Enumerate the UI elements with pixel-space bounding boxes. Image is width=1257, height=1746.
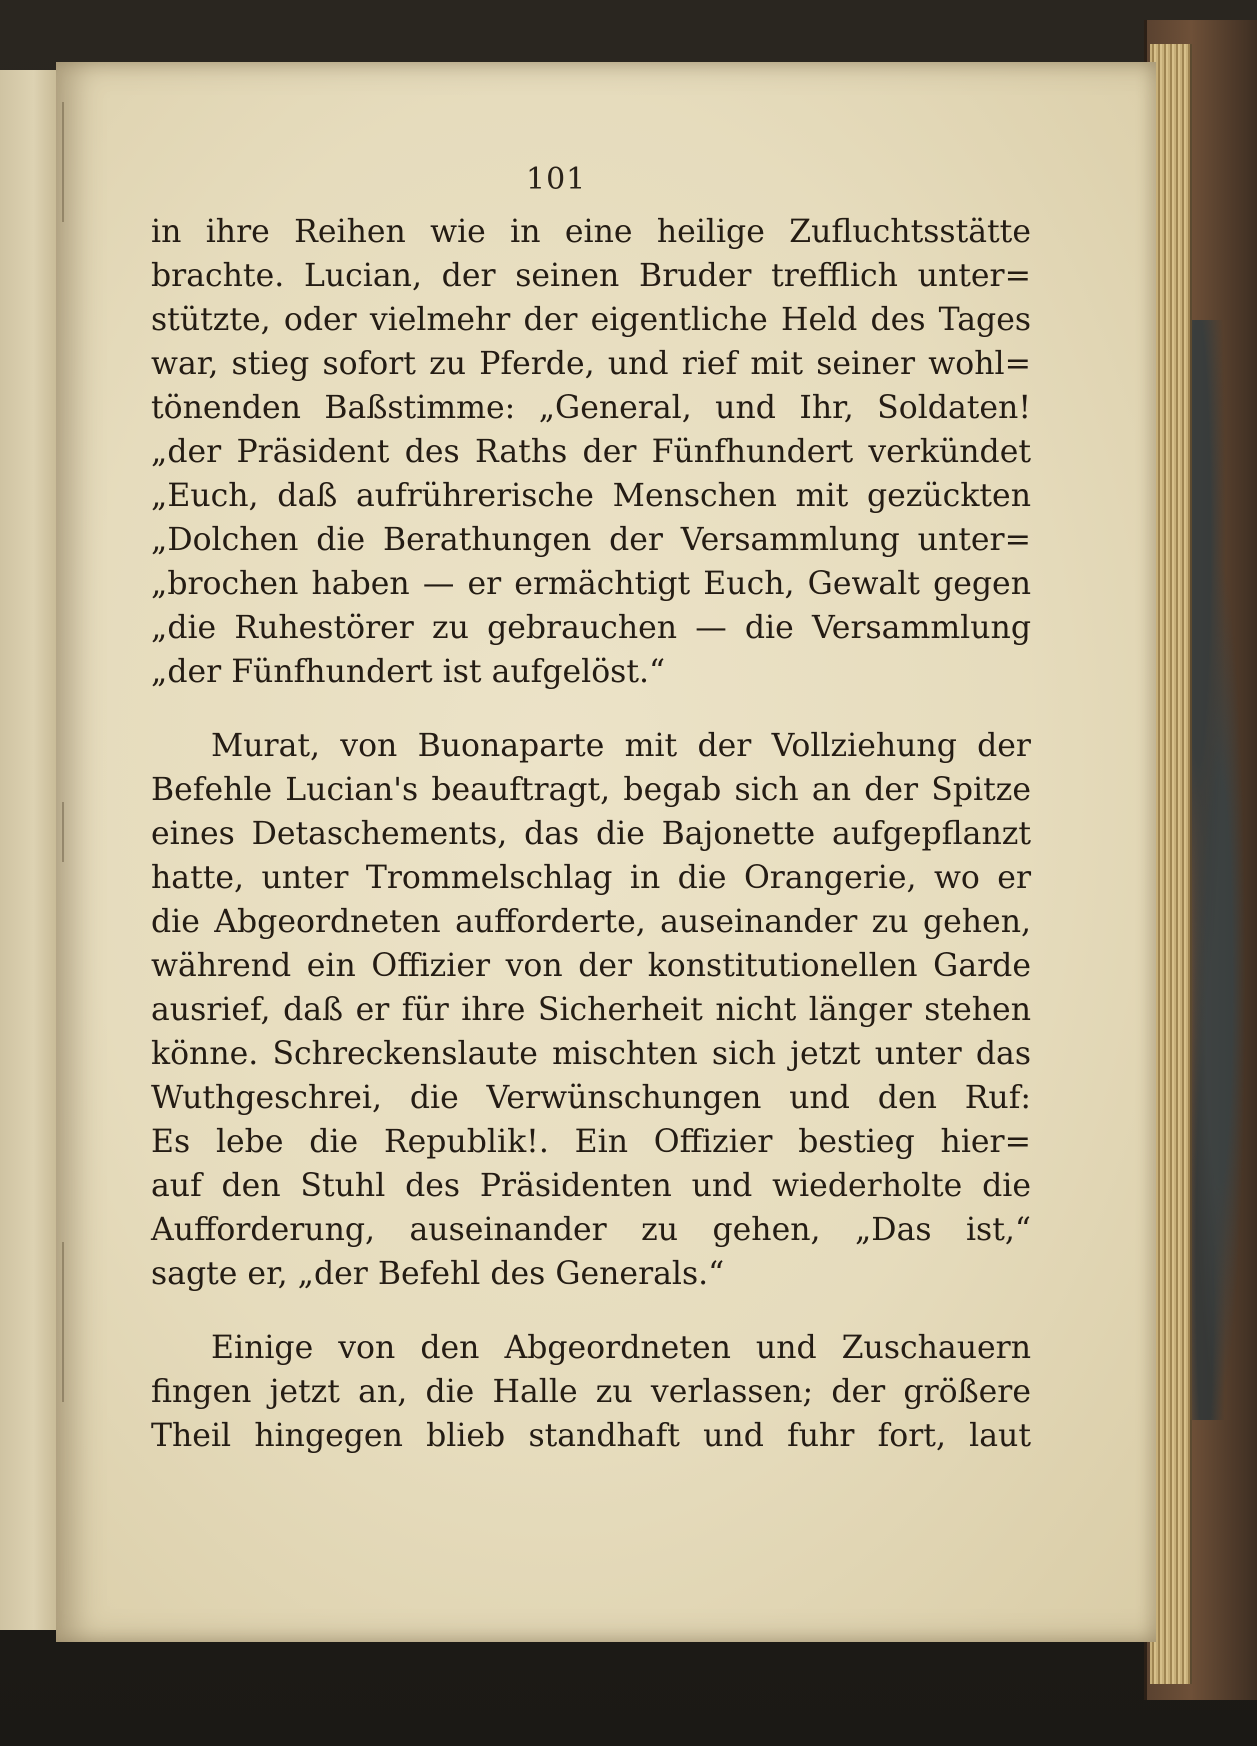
book-page [56, 62, 1156, 1642]
text-line: war, stieg sofort zu Pferde, und rief mit seiner wohl= [151, 346, 1031, 382]
gutter-mark [62, 802, 64, 862]
text-line: stützte, oder vielmehr der eigentliche Held des Tages [151, 302, 1031, 338]
text-line: eines Detaschements, das die Bajonette aufgepflanzt [151, 816, 1031, 852]
gutter-mark [62, 102, 64, 222]
page-number: 101 [526, 162, 587, 197]
text-line: Einige von den Abgeordneten und Zuschauern [211, 1330, 1031, 1366]
text-line: „brochen haben — er ermächtigt Euch, Gewalt gegen [151, 566, 1031, 602]
paragraph [151, 1326, 1031, 1458]
text-line: „die Ruhestörer zu gebrauchen — die Versammlung [151, 610, 1031, 646]
text-line: während ein Offizier von der konstitutionellen Garde [151, 948, 1031, 984]
text-line: ausrief, daß er für ihre Sicherheit nicht länger stehen [151, 992, 1031, 1028]
text-line: Wuthgeschrei, die Verwünschungen und den Ruf: [151, 1080, 1031, 1116]
text-line: Murat, von Buonaparte mit der Vollziehung der [211, 728, 1031, 764]
text-line: brachte. Lucian, der seinen Bruder trefflich unter= [151, 258, 1031, 294]
text-line: sagte er, „der Befehl des Generals.“ [151, 1256, 725, 1292]
text-line: Es lebe die Republik!. Ein Offizier bestieg hier= [151, 1124, 1031, 1160]
text-line: könne. Schreckenslaute mischten sich jetzt unter das [151, 1036, 1031, 1072]
previous-page-edge [0, 70, 58, 1630]
text-line: die Abgeordneten aufforderte, auseinander zu gehen, [151, 904, 1031, 940]
text-line: Befehle Lucian's beauftragt, begab sich an der Spitze [151, 772, 1031, 808]
text-line: auf den Stuhl des Präsidenten und wiederholte die [151, 1168, 1031, 1204]
text-line: Theil hingegen blieb standhaft und fuhr fort, laut [151, 1418, 1031, 1454]
paragraph [151, 724, 1031, 1296]
text-line: „der Fünfhundert ist aufgelöst.“ [151, 654, 666, 690]
text-line: „Euch, daß aufrührerische Menschen mit gezückten [151, 478, 1031, 514]
gutter-mark [62, 1242, 64, 1402]
text-line: Aufforderung, auseinander zu gehen, „Das ist,“ [151, 1212, 1031, 1248]
text-line: tönenden Baßstimme: „General, und Ihr, Soldaten! [151, 390, 1031, 426]
body-text [151, 210, 1031, 1458]
text-line: „Dolchen die Berathungen der Versammlung unter= [151, 522, 1031, 558]
text-line: in ihre Reihen wie in eine heilige Zufluchtsstätte [151, 214, 1031, 250]
page-edges [1150, 44, 1192, 1684]
text-line: fingen jetzt an, die Halle zu verlassen; der größere [151, 1374, 1031, 1410]
text-line: „der Präsident des Raths der Fünfhundert verkündet [151, 434, 1031, 470]
text-line: hatte, unter Trommelschlag in die Orangerie, wo er [151, 860, 1031, 896]
paragraph [151, 210, 1031, 694]
